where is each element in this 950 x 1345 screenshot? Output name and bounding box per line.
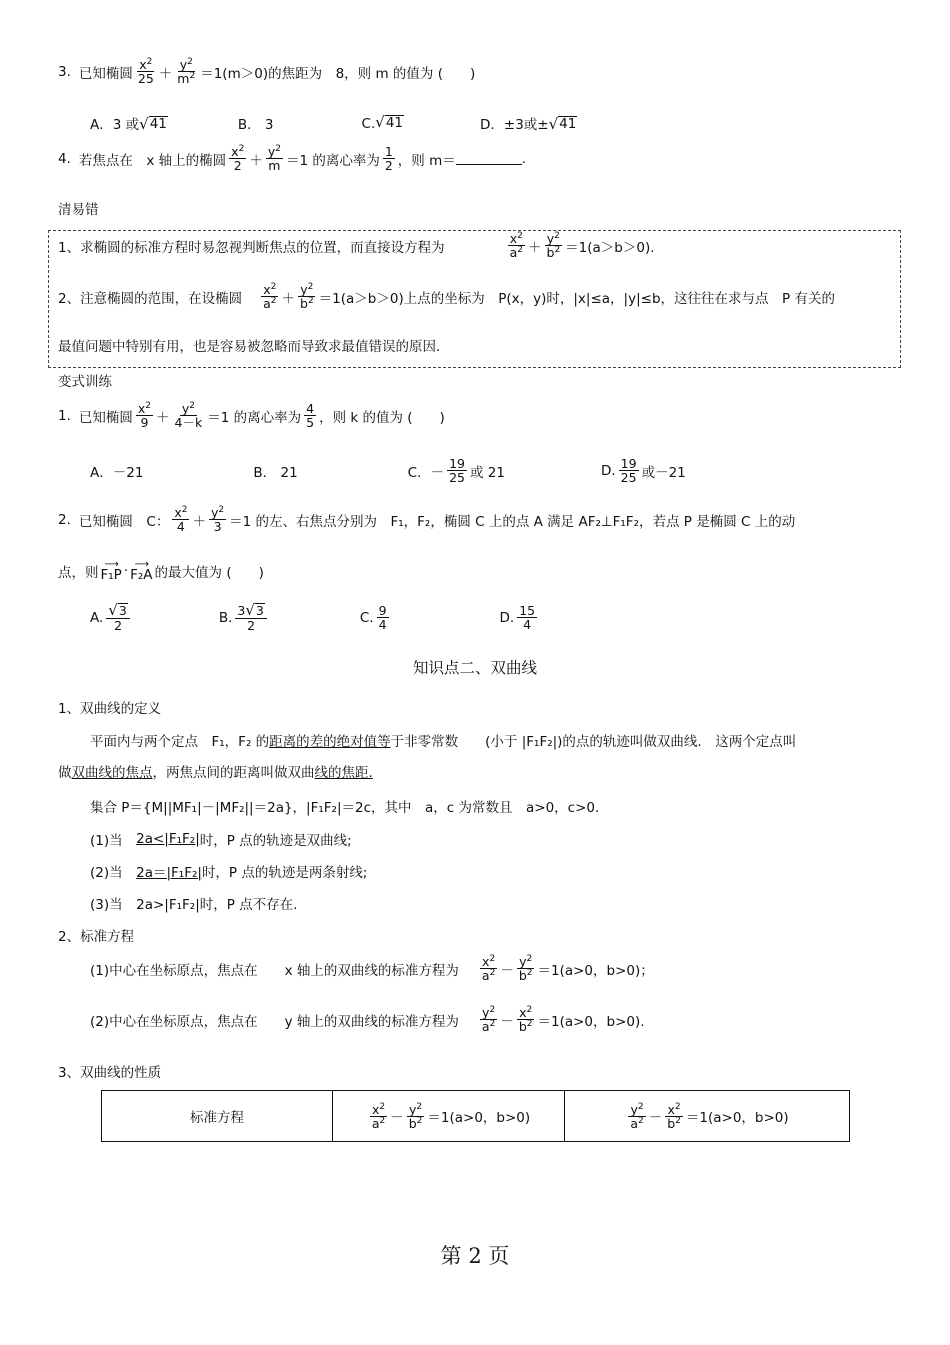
answer-blank bbox=[456, 152, 522, 165]
fraction-y2-3: $\frac{y^2}{3}$ bbox=[210, 505, 225, 535]
q3-options bbox=[90, 113, 577, 133]
fraction-x2-b2: $\frac{x^2}{b^2}$ bbox=[518, 1005, 533, 1035]
fraction-y2-b2: $\frac{y^2}{b^2}$ bbox=[518, 954, 533, 984]
option-c: C. √ 41 bbox=[361, 113, 403, 132]
section-title: 知识点二、双曲线 bbox=[412, 659, 537, 677]
clear-errors-item-2: 2、注意椭圆的范围，在设椭圆 $\frac{x^2}{a^2}$ ＋ $\frac{y^2}{b^2}$ ＝1(a＞b＞0)上点的坐标为 P(x，y)时，|x|≤a，|y|≤b，这往往在求与点 P 有关的 bbox=[58, 282, 835, 312]
definition-line-2: 做 双曲线的焦点 ，两焦点间的距离叫做双曲 线的焦距. bbox=[58, 765, 373, 781]
option-b: B． 3 bbox=[237, 117, 274, 133]
option-c: C．－ $\frac{19}{25}$ 或 21 bbox=[407, 456, 505, 486]
table-cell-y-axis: $\frac{y^2}{a^2}$ － $\frac{x^2}{b^2}$ ＝1(a>0，b>0) bbox=[565, 1091, 850, 1142]
definition-heading: 1、双曲线的定义 bbox=[58, 701, 162, 717]
fraction-y2-m: $\frac{y^2}{m}$ bbox=[267, 144, 281, 174]
standard-equation-2: (2)中心在坐标原点，焦点在 y 轴上的双曲线的标准方程为 $\frac{y^2}{a^2}$ － $\frac{x^2}{b^2}$ ＝1(a>0，b>0). bbox=[90, 1005, 645, 1035]
option-d: D. $\frac{19}{25}$ 或－21 bbox=[600, 456, 686, 486]
fraction-y2-b2: $\frac{y^2}{b^2}$ bbox=[300, 282, 314, 312]
standard-equation-1: (1)中心在坐标原点，焦点在 x 轴上的双曲线的标准方程为 $\frac{x^2}{a^2}$ － $\frac{y^2}{b^2}$ ＝1(a>0，b>0)； bbox=[90, 954, 654, 984]
table-cell-label: 标准方程 bbox=[102, 1091, 333, 1142]
question-3: 3. 已知椭圆 $\frac{x^2}{25}$ ＋ $\frac{y^2}{m^2}$ ＝1(m＞0)的焦距为 8，则 m 的值为 ( ) bbox=[58, 57, 476, 87]
variant-question-2-cont: 点，则 ⟶ F₁P · ⟶ F₂A 的最大值为 ( ) bbox=[58, 559, 264, 583]
option-d: D．±3或± √ 41 bbox=[480, 115, 577, 133]
fraction-y2-4-k: $\frac{y^2}{4-k}$ bbox=[174, 401, 203, 431]
fraction-x2-25: $\frac{x^2}{25}$ bbox=[137, 57, 154, 87]
condition-1: (1)当 2a<|F₁F₂| 时，P 点的轨迹是双曲线; bbox=[90, 831, 352, 849]
question-text-post: ，则 m＝ bbox=[397, 152, 456, 169]
vector-f2a: ⟶ F₂A bbox=[130, 559, 153, 583]
question-text: 已知椭圆 bbox=[78, 65, 133, 82]
page-number: 第 2 页 bbox=[440, 1244, 510, 1268]
table-cell-x-axis: $\frac{x^2}{a^2}$ － $\frac{y^2}{b^2}$ ＝1(a>0，b>0) bbox=[333, 1091, 565, 1142]
condition-3: (3)当 2a>|F₁F₂|时，P 点不存在. bbox=[90, 897, 298, 913]
fraction-y2-m2: $\frac{y^2}{m^2}$ bbox=[177, 57, 196, 87]
set-definition: 集合 P＝{M||MF₁|－|MF₂||＝2a}，|F₁F₂|＝2c，其中 a，c 为常数且 a>0，c>0. bbox=[90, 800, 600, 816]
fraction-x2-4: $\frac{x^2}{4}$ bbox=[174, 505, 188, 535]
properties-table bbox=[101, 1090, 850, 1142]
question-text-mid: ＝1 的离心率为 bbox=[285, 152, 380, 169]
option-a: A．－21 bbox=[90, 464, 144, 481]
fraction-x2-a2: $\frac{x^2}{a^2}$ bbox=[509, 231, 523, 261]
question-text-post: ＝1(m＞0)的焦距为 8，则 m 的值为 ( ) bbox=[200, 65, 476, 82]
fraction-x2-2: $\frac{x^2}{2}$ bbox=[231, 144, 245, 174]
properties-heading: 3、双曲线的性质 bbox=[58, 1065, 162, 1081]
variant-question-2: 2. 已知椭圆 C： $\frac{x^2}{4}$ ＋ $\frac{y^2}{3}$ ＝1 的左、右焦点分别为 F₁，F₂，椭圆 C 上的点 A 满足 AF₂⊥F₁F₂，若点 P 是椭圆 C 上的动 bbox=[58, 505, 796, 535]
fraction-y2-a2: $\frac{y^2}{a^2}$ bbox=[481, 1005, 496, 1035]
clear-errors-item-1: 1、求椭圆的标准方程时易忽视判断焦点的位置，而直接设方程为 $\frac{x^2}{a^2}$ ＋ $\frac{y^2}{b^2}$ ＝1(a＞b＞0). bbox=[58, 231, 655, 261]
variant-q1-options bbox=[90, 457, 686, 484]
fraction-x2-9: $\frac{x^2}{9}$ bbox=[137, 401, 152, 431]
variant-question-1: 1. 已知椭圆 $\frac{x^2}{9}$ ＋ $\frac{y^2}{4-k}$ ＝1 的离心率为 $\frac{4}{5}$ ，则 k 的值为 ( ) bbox=[58, 401, 445, 431]
variant-q2-options bbox=[90, 603, 540, 632]
fraction-one-half: $\frac{1}{2}$ bbox=[384, 144, 393, 174]
definition-line-1: 平面内与两个定点 F₁，F₂ 的 距离的差的绝对值等 于非零常数 (小于 |F₁F₂|)的点的轨迹叫做双曲线. 这两个定点叫 bbox=[90, 734, 797, 750]
question-number: 4. bbox=[58, 150, 71, 167]
vector-f1p: ⟶ F₁P bbox=[100, 559, 122, 583]
option-c: C. $\frac{9}{4}$ bbox=[359, 602, 387, 633]
table-row bbox=[102, 1091, 850, 1142]
option-a: A. √ 3 2 bbox=[90, 603, 133, 632]
fraction-y2-b2: $\frac{y^2}{b^2}$ bbox=[546, 231, 561, 261]
standard-equation-heading: 2、标准方程 bbox=[58, 929, 135, 945]
clear-errors-item-2-cont: 最值问题中特别有用，也是容易被忽略而导致求最值错误的原因. bbox=[58, 339, 441, 355]
option-b: B. 3 √ 3 2 bbox=[219, 603, 270, 632]
fraction-4-5: $\frac{4}{5}$ bbox=[306, 401, 315, 431]
option-a: A．3 或 √ 41 bbox=[90, 115, 167, 133]
option-b: B． 21 bbox=[253, 464, 298, 481]
option-d: D. $\frac{15}{4}$ bbox=[499, 602, 536, 633]
fraction-x2-a2: $\frac{x^2}{a^2}$ bbox=[263, 282, 277, 312]
question-number: 3. bbox=[58, 63, 71, 80]
condition-2: (2)当 2a＝|F₁F₂| 时，P 点的轨迹是两条射线; bbox=[90, 865, 368, 881]
clear-errors-heading: 清易错 bbox=[58, 202, 99, 218]
variant-heading: 变式训练 bbox=[58, 374, 112, 390]
fraction-x2-a2: $\frac{x^2}{a^2}$ bbox=[481, 954, 496, 984]
question-text: 若焦点在 x 轴上的椭圆 bbox=[78, 152, 227, 169]
question-4: 4. 若焦点在 x 轴上的椭圆 $\frac{x^2}{2}$ ＋ $\frac{y^2}{m}$ ＝1 的离心率为 $\frac{1}{2}$ ，则 m＝ . bbox=[58, 144, 527, 174]
